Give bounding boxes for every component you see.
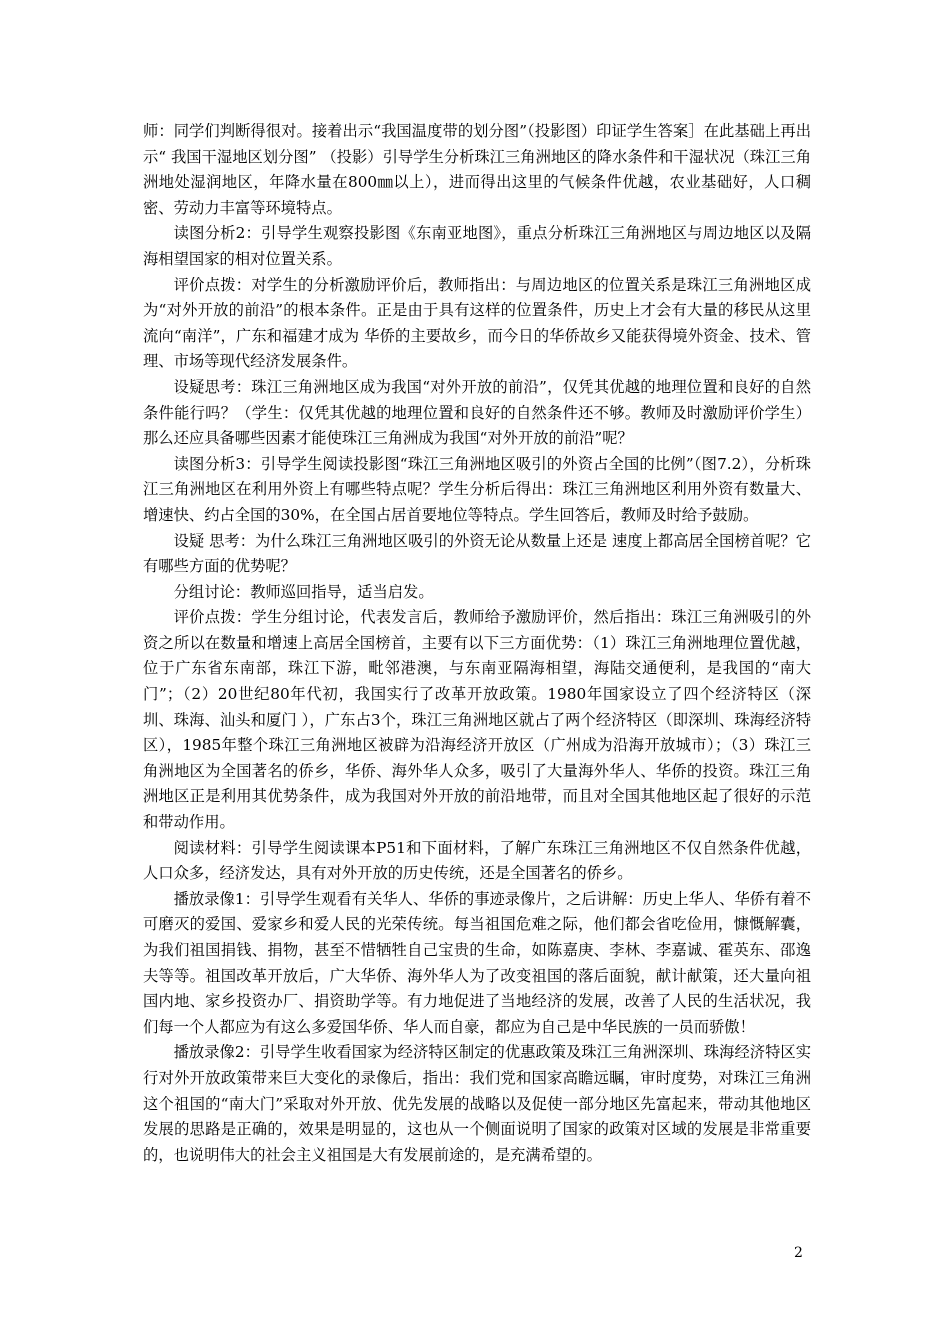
paragraph-question-2: 设疑 思考：为什么珠江三角洲地区吸引的外资无论从数量上还是 速度上都高居全国榜首呢？它有哪些方面的优势呢？ xyxy=(143,531,811,576)
paragraph-map-analysis-2: 读图分析2：引导学生观察投影图《东南亚地图》，重点分析珠江三角洲地区与周边地区以及隔海相望国家的相对位置关系。 xyxy=(143,224,811,268)
paragraph-reading-material: 阅读材料：引导学生阅读课本P51和下面材料，了解广东珠江三角洲地区不仅自然条件优越，人口众多，经济发达，具有对外开放的历史传统，还是全国著名的侨乡。 xyxy=(143,838,811,883)
paragraph-group-discussion: 分组讨论：教师巡回指导，适当启发。 xyxy=(173,582,434,601)
paragraph-evaluation-1: 评价点拨：对学生的分析激励评价后，教师指出：与周边地区的位置关系是珠江三角洲地区成为“对外开放的前沿”的根本条件。正是由于具有这样的位置条件，历史上才会有大量的移民从这里流向“南洋”，广东和福建才成为 华侨的主要故乡，而今日的华侨故乡又能获得境外资金、技术、管理、市场等现代经济发展条件。 xyxy=(143,275,811,371)
page-number: 2 xyxy=(794,1245,803,1261)
paragraph-question-1: 设疑思考：珠江三角洲地区成为我国“对外开放的前沿”，仅凭其优越的地理位置和良好的自然条件能行吗？（学生：仅凭其优越的地理位置和良好的自然条件还不够。教师及时激励评价学生）那么还应具备哪些因素才能使珠江三角洲成为我国“对外开放的前沿”呢？ xyxy=(143,377,811,448)
paragraph-evaluation-2: 评价点拨：学生分组讨论，代表发言后，教师给予激励评价，然后指出：珠江三角洲吸引的外资之所以在数量和增速上高居全国榜首，主要有以下三方面优势：（1）珠江三角洲地理位置优越，位于广东省东南部，珠江下游，毗邻港澳，与东南亚隔海相望，海陆交通便利，是我国的“南大门”；（2）20世纪80年代初，我国实行了改革开放政策。1980年国家设立了四个经济特区（深圳、珠海、汕头和厦门 ），广东占3个，珠江三角洲地区就占了两个经济特区（即深圳、珠海经济特区），1985年整个珠江三角洲地区被辟为沿海经济开放区（广州成为沿海开放城市）；（3）珠江三角洲地区为全国著名的侨乡，华侨、海外华人众多，吸引了大量海外华人、华侨的投资。珠江三角洲地区正是利用其优势条件，成为我国对外开放的前沿地带，而且对全国其他地区起了很好的示范和带动作用。 xyxy=(143,608,811,832)
paragraph-video-2: 播放录像2：引导学生收看国家为经济特区制定的优惠政策及珠江三角洲深圳、珠海经济特区实行对外开放政策带来巨大变化的录像后，指出：我们党和国家高瞻远瞩，审时度势，对珠江三角洲 这个祖国的“南大门”采取对外开放、优先发展的战略以及促使一部分地区先富起来，带动其他地区发展的思路是正确的，效果是明显的，这也从一个侧面说明了国家的政策对区域的发展是非常重要的，也说明伟大的社会主义祖国是大有发展前途的，是充满希望的。 xyxy=(143,1043,811,1164)
page-body xyxy=(143,119,811,1168)
paragraph-video-1: 播放录像1：引导学生观看有关华人、华侨的事迹录像片，之后讲解：历史上华人、华侨有着不可磨灭的爱国、爱家乡和爱人民的光荣传统。每当祖国危难之际，他们都会省吃俭用，慷慨解囊，为我们祖国捐钱、捐物，甚至不惜牺牲自己宝贵的生命，如陈嘉庚、李林、李嘉诚、霍英东、邵逸夫等等。祖国改革开放后，广大华侨、海外华人为了改变祖国的落后面貌，献计献策，还大量向祖国内地、家乡投资办厂、捐资助学等。有力地促进了当地经济的发展，改善了人民的生活状况，我们每一个人都应为有这么多爱国华侨、华人而自豪，都应为自己是中华民族的一员而骄傲！ xyxy=(143,889,811,1036)
paragraph-continued: 师：同学们判断得很对。接着出示“我国温度带的划分图”（投影图）印证学生答案］在此基础上再出示“ 我国干湿地区划分图” （投影）引导学生分析珠江三角洲地区的降水条件和干湿状况（珠江三角洲地处湿润地区，年降水量在800㎜以上），进而得出这里的气候条件优越，农业基础好，人口稠密、劳动力丰富等环境特点。 xyxy=(143,122,811,217)
paragraph-map-analysis-3: 读图分析3：引导学生阅读投影图“珠江三角洲地区吸引的外资占全国的比例”（图7.2），分析珠江三角洲地区在利用外资上有哪些特点呢？学生分析后得出：珠江三角洲地区利用外资有数量大、增速快、约占全国的30%，在全国占居首要地位等特点。学生回答后，教师及时给予鼓励。 xyxy=(143,454,811,524)
